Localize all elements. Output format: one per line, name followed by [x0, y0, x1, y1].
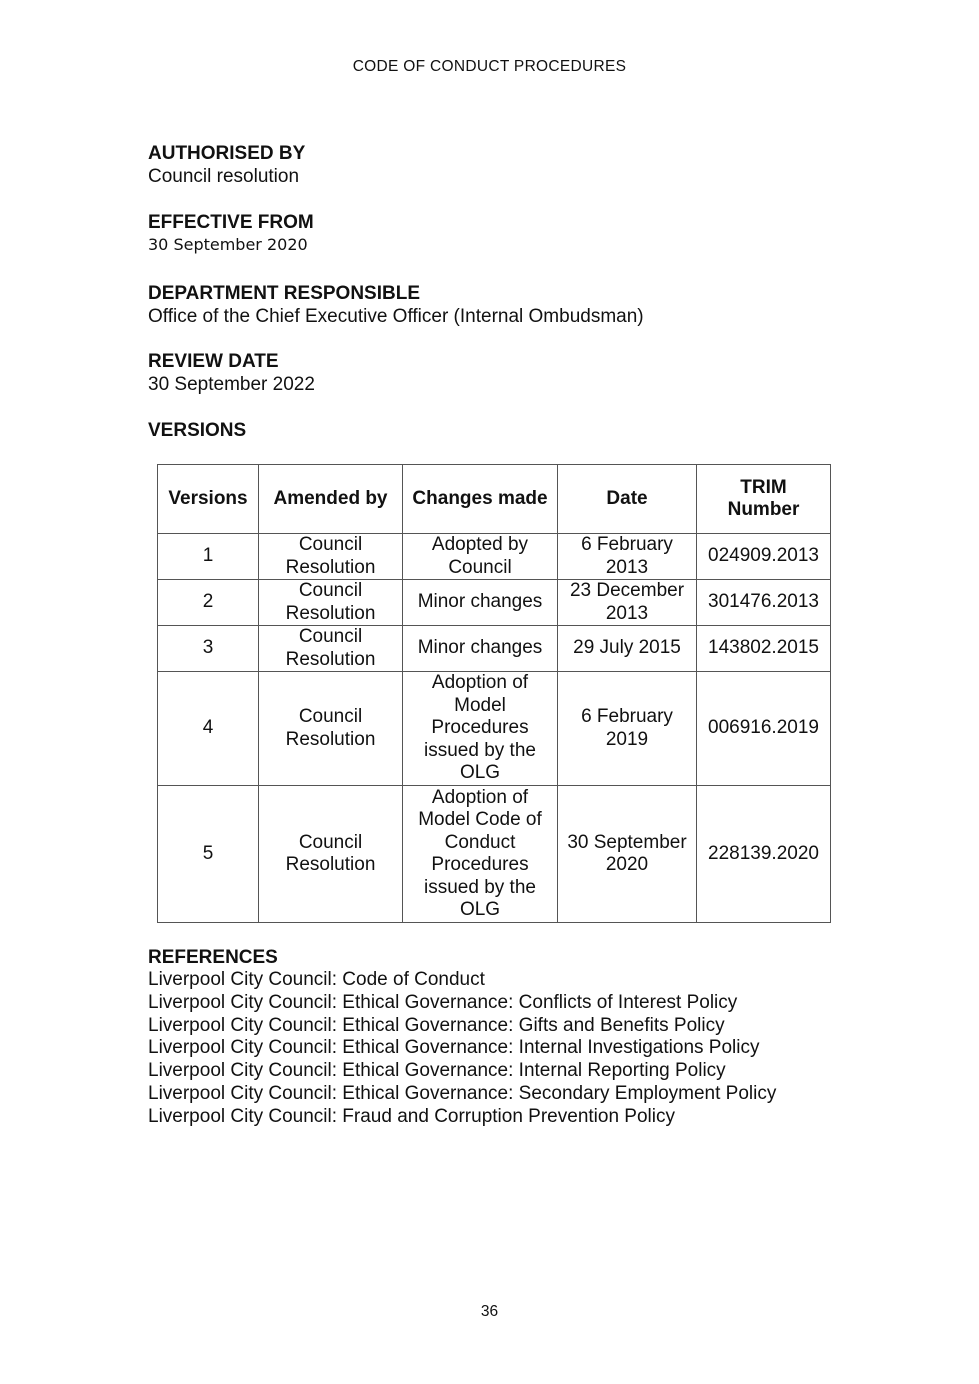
cell-date: 23 December 2013: [558, 580, 697, 626]
department-section: [148, 282, 644, 328]
versions-table: [157, 464, 831, 923]
table-header-row: [158, 465, 831, 534]
cell-amended-by: Council Resolution: [259, 672, 403, 786]
department-value: Office of the Chief Executive Officer (Internal Ombudsman): [148, 306, 644, 327]
reference-item: Liverpool City Council: Ethical Governance: Internal Reporting Policy: [148, 1060, 726, 1082]
cell-changes: Adopted by Council: [403, 534, 558, 580]
column-header-changes-made: Changes made: [403, 465, 558, 534]
table-row: [158, 786, 831, 923]
reference-item: Liverpool City Council: Ethical Governance: Internal Investigations Policy: [148, 1037, 760, 1059]
effective-heading: EFFECTIVE FROM: [148, 212, 314, 233]
authorised-heading: AUTHORISED BY: [148, 143, 306, 164]
cell-trim: 228139.2020: [697, 786, 831, 923]
cell-version: 1: [158, 534, 259, 580]
cell-changes: Minor changes: [403, 626, 558, 672]
cell-amended-by: Council Resolution: [259, 534, 403, 580]
cell-date: 29 July 2015: [558, 626, 697, 672]
cell-version: 4: [158, 672, 259, 786]
cell-date: 30 September 2020: [558, 786, 697, 923]
cell-trim: 143802.2015: [697, 626, 831, 672]
reference-item: Liverpool City Council: Ethical Governance: Secondary Employment Policy: [148, 1082, 777, 1104]
review-value: 30 September 2022: [148, 374, 315, 395]
cell-version: 3: [158, 626, 259, 672]
page-header: CODE OF CONDUCT PROCEDURES: [352, 58, 627, 75]
table-row: [158, 672, 831, 786]
cell-trim: 024909.2013: [697, 534, 831, 580]
references-heading: REFERENCES: [148, 947, 278, 968]
cell-date: 6 February 2019: [558, 672, 697, 786]
authorised-section: [148, 142, 305, 188]
column-header-trim-number: TRIM Number: [697, 465, 831, 534]
cell-changes: Adoption of Model Procedures issued by the OLG: [403, 672, 558, 786]
reference-item: Liverpool City Council: Ethical Governance: Conflicts of Interest Policy: [148, 991, 738, 1013]
versions-heading: VERSIONS: [148, 420, 247, 441]
reference-item: Liverpool City Council: Ethical Governance: Gifts and Benefits Policy: [148, 1014, 725, 1036]
cell-version: 2: [158, 580, 259, 626]
effective-section: [148, 211, 314, 256]
cell-changes: Adoption of Model Code of Conduct Procedures issued by the OLG: [403, 786, 558, 923]
cell-trim: 006916.2019: [697, 672, 831, 786]
reference-item: Liverpool City Council: Fraud and Corruption Prevention Policy: [148, 1105, 675, 1127]
column-header-date: Date: [558, 465, 697, 534]
cell-version: 5: [158, 786, 259, 923]
cell-amended-by: Council Resolution: [259, 626, 403, 672]
cell-amended-by: Council Resolution: [259, 580, 403, 626]
review-heading: REVIEW DATE: [148, 351, 279, 372]
reference-item: Liverpool City Council: Code of Conduct: [148, 969, 485, 990]
table-row: [158, 626, 831, 672]
column-header-amended-by: Amended by: [259, 465, 403, 534]
cell-trim: 301476.2013: [697, 580, 831, 626]
references-section: [148, 946, 776, 1129]
cell-changes: Minor changes: [403, 580, 558, 626]
table-row: [158, 534, 831, 580]
page-number: 36: [480, 1303, 499, 1320]
authorised-value: Council resolution: [148, 166, 300, 187]
department-heading: DEPARTMENT RESPONSIBLE: [148, 283, 421, 304]
column-header-versions: Versions: [158, 465, 259, 534]
versions-section: [148, 419, 246, 442]
cell-date: 6 February 2013: [558, 534, 697, 580]
table-row: [158, 580, 831, 626]
effective-value: 30 September 2020: [148, 235, 308, 254]
review-section: [148, 350, 315, 396]
cell-amended-by: Council Resolution: [259, 786, 403, 923]
